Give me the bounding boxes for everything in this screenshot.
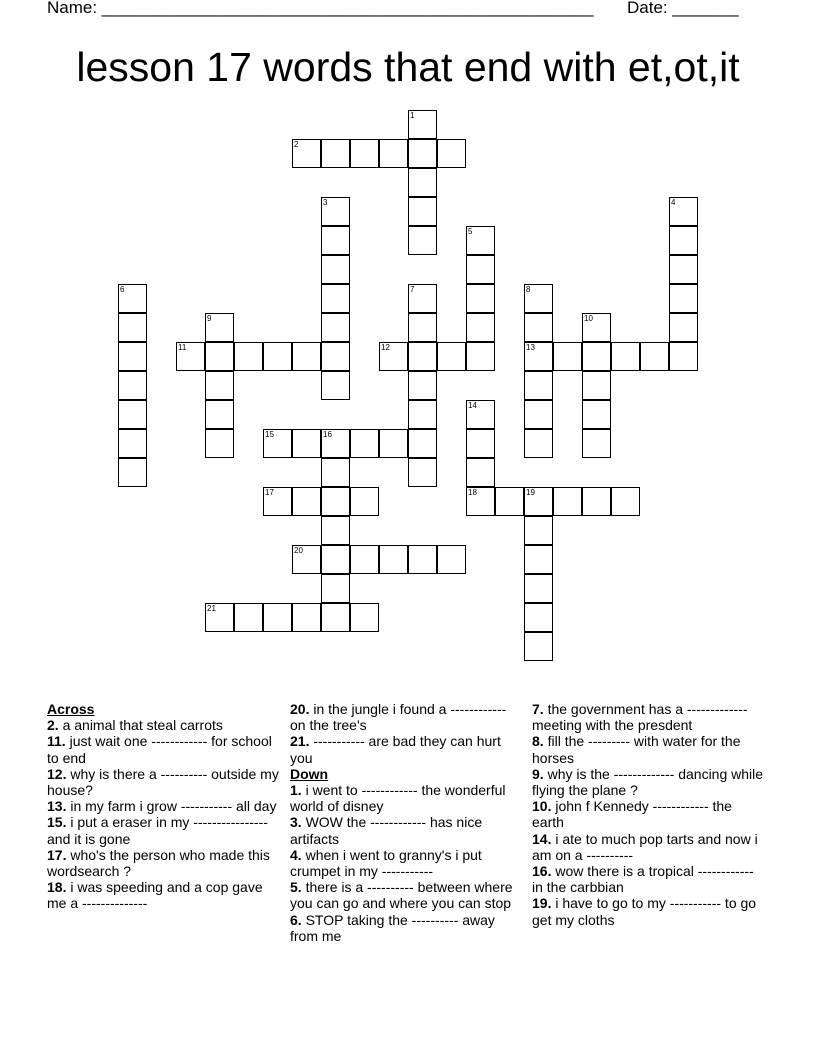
across-clue (47, 766, 282, 798)
grid-cell[interactable] (408, 197, 437, 226)
grid-cell[interactable] (205, 371, 234, 400)
cell-number: 5 (468, 227, 473, 236)
date-field: Date: _______ (627, 0, 739, 17)
grid-cell[interactable] (408, 313, 437, 342)
grid-cell[interactable] (582, 371, 611, 400)
grid-cell[interactable] (350, 603, 379, 632)
clue-number: 6. (290, 911, 302, 928)
clue-text: just wait one ------------ for school to end (47, 733, 272, 766)
grid-cell[interactable] (640, 342, 669, 371)
clue-text: why is the ------------- dancing while flying the plane ? (532, 765, 764, 799)
grid-cell[interactable] (669, 226, 698, 255)
clue-text: the government has a ------------- meeting with the presdent (532, 701, 748, 734)
grid-cell[interactable] (321, 197, 350, 226)
grid-cell[interactable] (524, 371, 553, 400)
grid-cell[interactable] (321, 371, 350, 400)
grid-cell[interactable] (408, 168, 437, 197)
grid-cell[interactable] (321, 226, 350, 255)
clue-text: when i went to granny's i put crumpet in my ----------- (290, 846, 482, 880)
across-heading: Across (47, 701, 95, 717)
cell-number: 20 (294, 546, 303, 555)
grid-cell[interactable] (524, 516, 553, 545)
across-clue (47, 733, 282, 765)
grid-cell[interactable] (321, 342, 350, 371)
grid-cell[interactable] (408, 400, 437, 429)
clue-number: 2. (47, 717, 59, 734)
grid-cell[interactable] (321, 255, 350, 284)
grid-cell[interactable] (611, 342, 640, 371)
cell-number: 1 (410, 111, 415, 120)
grid-cell[interactable] (466, 458, 495, 487)
grid-cell[interactable] (466, 487, 495, 516)
grid-cell[interactable] (437, 545, 466, 574)
grid-cell[interactable] (524, 603, 553, 632)
clue-number: 5. (290, 879, 302, 896)
cell-number: 9 (207, 314, 212, 323)
grid-cell[interactable] (263, 487, 292, 516)
cell-number: 21 (207, 604, 216, 613)
clue-text: who's the person who made this wordsearch ? (47, 846, 270, 880)
cell-number: 11 (178, 343, 187, 352)
cell-number: 3 (323, 198, 328, 207)
clues-column-2 (290, 701, 525, 944)
cell-number: 18 (468, 488, 477, 497)
grid-cell[interactable] (118, 371, 147, 400)
grid-cell[interactable] (292, 487, 321, 516)
cell-number: 13 (526, 343, 535, 352)
across-clue (47, 814, 282, 846)
grid-cell[interactable] (234, 342, 263, 371)
down-clue (290, 879, 525, 911)
grid-cell[interactable] (118, 342, 147, 371)
across-clue (47, 879, 282, 911)
grid-cell[interactable] (205, 603, 234, 632)
clue-text: i went to ------------ the wonderful world of disney (290, 782, 506, 815)
cell-number: 12 (381, 343, 390, 352)
grid-cell[interactable] (524, 400, 553, 429)
clue-number: 3. (290, 814, 302, 831)
grid-cell[interactable] (176, 342, 205, 371)
grid-cell[interactable] (292, 342, 321, 371)
clue-text: i put a eraser in my ---------------- and it is gone (47, 814, 268, 847)
clue-text: in my farm i grow ----------- all day (66, 798, 277, 815)
clue-text: john f Kennedy ------------ the earth (532, 798, 732, 831)
down-clue (532, 895, 767, 927)
grid-cell[interactable] (350, 545, 379, 574)
across-clue (290, 701, 525, 733)
grid-cell[interactable] (466, 313, 495, 342)
clue-number: 17. (47, 846, 67, 863)
clue-text: WOW the ------------ has nice artifacts (290, 814, 483, 847)
cell-number: 2 (294, 140, 299, 149)
clue-number: 13. (47, 798, 67, 815)
grid-cell[interactable] (669, 313, 698, 342)
grid-cell[interactable] (321, 313, 350, 342)
clue-text: wow there is a tropical ------------ in the carbbian (532, 863, 754, 896)
clue-text: why is there a ---------- outside my house? (47, 765, 279, 799)
clue-number: 14. (532, 830, 552, 847)
grid-cell[interactable] (321, 284, 350, 313)
grid-cell[interactable] (524, 429, 553, 458)
down-clue (532, 701, 767, 733)
grid-cell[interactable] (669, 284, 698, 313)
clue-number: 8. (532, 733, 544, 750)
grid-cell[interactable] (524, 342, 553, 371)
clue-text: a animal that steal carrots (58, 717, 223, 734)
grid-cell[interactable] (437, 342, 466, 371)
clue-text: in the jungle i found a ------------ on the tree's (290, 701, 507, 734)
clue-text: ----------- are bad they can hurt you (290, 733, 501, 766)
clue-number: 19. (532, 895, 552, 912)
grid-cell[interactable] (205, 313, 234, 342)
grid-cell[interactable] (582, 429, 611, 458)
across-clue (47, 798, 282, 814)
clue-text: there is a ---------- between where you can go and where you can stop (290, 879, 513, 912)
clue-text: STOP taking the ---------- away from me (290, 911, 495, 944)
down-clue (290, 912, 525, 944)
grid-cell[interactable] (524, 284, 553, 313)
grid-cell[interactable] (321, 458, 350, 487)
grid-cell[interactable] (205, 429, 234, 458)
down-clue (532, 733, 767, 765)
grid-cell[interactable] (408, 342, 437, 371)
down-clue (290, 782, 525, 814)
grid-cell[interactable] (350, 487, 379, 516)
down-heading: Down (290, 765, 329, 782)
grid-cell[interactable] (582, 313, 611, 342)
grid-cell[interactable] (118, 400, 147, 429)
grid-cell[interactable] (118, 429, 147, 458)
across-clue (47, 847, 282, 879)
grid-cell[interactable] (205, 400, 234, 429)
grid-cell[interactable] (611, 487, 640, 516)
grid-cell[interactable] (408, 429, 437, 458)
grid-cell[interactable] (321, 516, 350, 545)
down-clue (532, 766, 767, 798)
grid-cell[interactable] (292, 603, 321, 632)
cell-number: 10 (584, 314, 593, 323)
down-clue (290, 814, 525, 846)
clue-text: i have to go to my ----------- to go get my cloths (532, 895, 757, 928)
clue-number: 4. (290, 846, 302, 863)
grid-cell[interactable] (466, 255, 495, 284)
grid-cell[interactable] (408, 226, 437, 255)
grid-cell[interactable] (553, 342, 582, 371)
grid-cell[interactable] (379, 545, 408, 574)
clues-column-3 (532, 701, 767, 928)
clue-number: 18. (47, 879, 67, 896)
across-clue (290, 733, 525, 765)
grid-cell[interactable] (669, 255, 698, 284)
grid-cell[interactable] (292, 139, 321, 168)
grid-cell[interactable] (379, 139, 408, 168)
grid-cell[interactable] (408, 545, 437, 574)
clue-text: fill the --------- with water for the horses (532, 733, 741, 766)
clues-column-1 (47, 701, 282, 912)
clue-number: 21. (290, 733, 310, 750)
grid-cell[interactable] (582, 400, 611, 429)
grid-cell[interactable] (669, 197, 698, 226)
grid-cell[interactable] (263, 429, 292, 458)
grid-cell[interactable] (321, 139, 350, 168)
clue-number: 9. (532, 765, 544, 782)
clue-number: 12. (47, 765, 67, 782)
across-clue (47, 717, 282, 733)
cell-number: 19 (526, 488, 535, 497)
grid-cell[interactable] (321, 603, 350, 632)
cell-number: 8 (526, 285, 531, 294)
clue-number: 20. (290, 701, 310, 717)
grid-cell[interactable] (205, 342, 234, 371)
page-title: lesson 17 words that end with et,ot,it (76, 44, 740, 90)
grid-cell[interactable] (553, 487, 582, 516)
grid-cell[interactable] (118, 313, 147, 342)
clue-text: i ate to much pop tarts and now i am on a ---------- (532, 830, 758, 863)
grid-cell[interactable] (408, 284, 437, 313)
clue-number: 11. (47, 733, 66, 750)
down-clue (290, 847, 525, 879)
grid-cell[interactable] (234, 603, 263, 632)
grid-cell[interactable] (350, 429, 379, 458)
grid-cell[interactable] (437, 139, 466, 168)
grid-cell[interactable] (350, 139, 379, 168)
grid-cell[interactable] (466, 429, 495, 458)
grid-cell[interactable] (263, 342, 292, 371)
cell-number: 17 (265, 488, 274, 497)
grid-cell[interactable] (408, 139, 437, 168)
grid-cell[interactable] (321, 574, 350, 603)
grid-cell[interactable] (408, 458, 437, 487)
grid-cell[interactable] (263, 603, 292, 632)
cell-number: 4 (671, 198, 676, 207)
down-clue (532, 863, 767, 895)
grid-cell[interactable] (582, 342, 611, 371)
cell-number: 16 (323, 430, 332, 439)
grid-cell[interactable] (321, 545, 350, 574)
grid-cell[interactable] (466, 284, 495, 313)
grid-cell[interactable] (292, 545, 321, 574)
cell-number: 6 (120, 285, 125, 294)
grid-cell[interactable] (292, 429, 321, 458)
grid-cell[interactable] (524, 313, 553, 342)
clue-number: 1. (290, 782, 302, 799)
grid-cell[interactable] (379, 429, 408, 458)
grid-cell[interactable] (466, 342, 495, 371)
grid-cell[interactable] (379, 342, 408, 371)
grid-cell[interactable] (669, 342, 698, 371)
grid-cell[interactable] (466, 226, 495, 255)
name-field: Name: ____________________________________________________ (47, 0, 594, 17)
down-clue (532, 798, 767, 830)
grid-cell[interactable] (524, 632, 553, 661)
grid-cell[interactable] (495, 487, 524, 516)
clue-text: i was speeding and a cop gave me a -------------- (47, 879, 263, 912)
cell-number: 15 (265, 430, 274, 439)
grid-cell[interactable] (582, 487, 611, 516)
grid-cell[interactable] (321, 487, 350, 516)
clue-number: 10. (532, 798, 552, 815)
grid-cell[interactable] (321, 429, 350, 458)
clue-number: 7. (532, 701, 544, 717)
cell-number: 7 (410, 285, 415, 294)
grid-cell[interactable] (118, 284, 147, 313)
grid-cell[interactable] (408, 371, 437, 400)
cell-number: 14 (468, 401, 477, 410)
grid-cell[interactable] (466, 400, 495, 429)
grid-cell[interactable] (524, 545, 553, 574)
down-clue (532, 831, 767, 863)
grid-cell[interactable] (118, 458, 147, 487)
clue-number: 15. (47, 814, 67, 831)
grid-cell[interactable] (408, 110, 437, 139)
grid-cell[interactable] (524, 574, 553, 603)
grid-cell[interactable] (524, 487, 553, 516)
clue-number: 16. (532, 863, 552, 880)
